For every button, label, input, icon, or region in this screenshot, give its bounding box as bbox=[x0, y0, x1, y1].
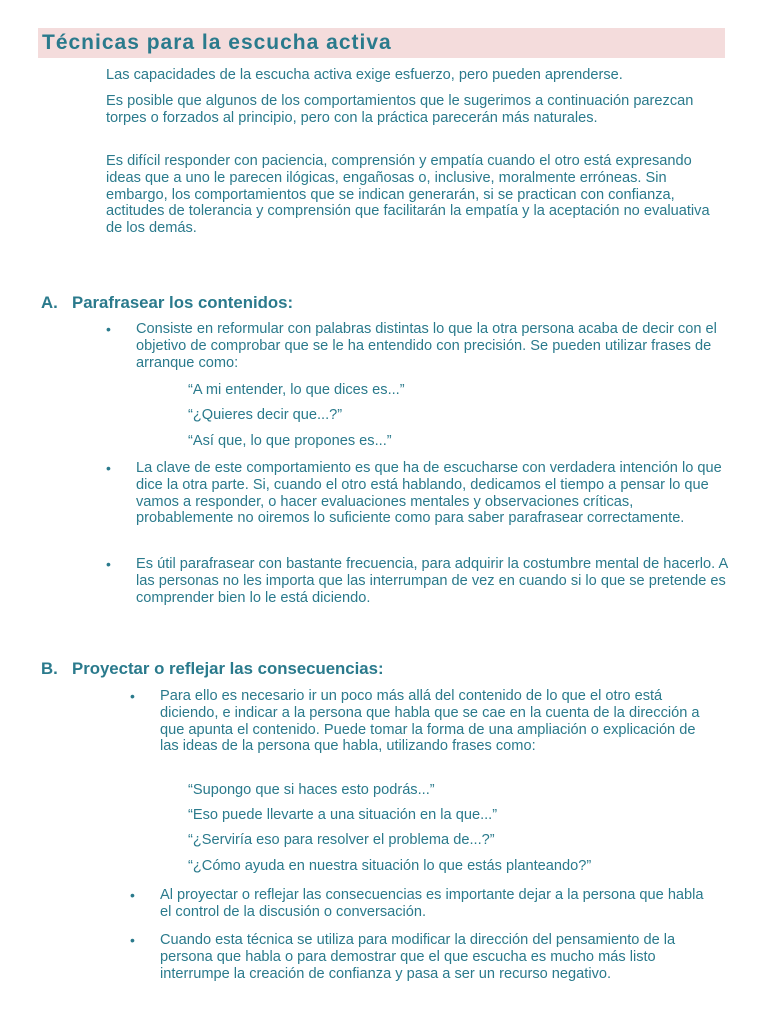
section-a-quote-1: “A mi entender, lo que dices es...” bbox=[188, 382, 405, 398]
section-b-letter: B. bbox=[41, 659, 58, 678]
section-a-letter: A. bbox=[41, 293, 58, 312]
section-a-bullet-2: La clave de este comportamiento es que ha de escucharse con verdadera intención lo que dice la otra parte. Si, cuando el otro está hablando, dedicamos el tiempo a pensar lo que vamos a responder, o hacer evaluaciones mentales y observaciones críticas, probablemente no oiremos lo suficiente como para saber parafrasear correctamente. bbox=[136, 460, 722, 527]
bullet-icon: • bbox=[106, 460, 111, 476]
section-b-bullet-2: Al proyectar o reflejar las consecuencias es importante dejar a la persona que habla el control de la discusión o conversación. bbox=[160, 887, 704, 920]
section-a-heading bbox=[41, 293, 293, 313]
page-title: Técnicas para la escucha activa bbox=[42, 31, 392, 54]
section-b-title: Proyectar o reflejar las consecuencias: bbox=[72, 659, 384, 678]
section-a-bullet-1: Consiste en reformular con palabras distintas lo que la otra persona acaba de decir con el objetivo de comprobar que se le ha entendido con precisión. Se pueden utilizar frases de arranque como: bbox=[136, 321, 717, 371]
section-b-quote-3: “¿Serviría eso para resolver el problema de...?” bbox=[188, 832, 495, 848]
intro-paragraph-1: Las capacidades de la escucha activa exige esfuerzo, pero pueden aprenderse. bbox=[106, 67, 623, 83]
section-b-quote-2: “Eso puede llevarte a una situación en la que...” bbox=[188, 807, 498, 823]
section-b-bullet-1: Para ello es necesario ir un poco más allá del contenido de lo que el otro está diciendo, e indicar a la persona que habla que se cae en la cuenta de la dirección a que apunta el contenido. Puede tomar la forma de una ampliación o explicación de las ideas de la persona que habla, utilizando frases como: bbox=[160, 688, 700, 755]
section-b-bullet-3: Cuando esta técnica se utiliza para modificar la dirección del pensamiento de la persona que habla o para demostrar que el que escucha es mucho más listo interrumpe la creación de confianza y pasa a ser un recurso negativo. bbox=[160, 932, 676, 982]
bullet-icon: • bbox=[130, 932, 135, 948]
bullet-icon: • bbox=[106, 556, 111, 572]
section-a-bullet-3: Es útil parafrasear con bastante frecuencia, para adquirir la costumbre mental de hacerlo. A las personas no les importa que las interrumpan de vez en cuando si lo que se pretende es comprender bien lo le está diciendo. bbox=[136, 556, 728, 606]
section-b-quote-1: “Supongo que si haces esto podrás...” bbox=[188, 782, 435, 798]
bullet-icon: • bbox=[130, 887, 135, 903]
section-a-title: Parafrasear los contenidos: bbox=[72, 293, 294, 312]
section-b-heading bbox=[41, 659, 384, 679]
section-a-quote-3: “Así que, lo que propones es...” bbox=[188, 433, 392, 449]
section-b-quote-4: “¿Cómo ayuda en nuestra situación lo que estás planteando?” bbox=[188, 858, 592, 874]
bullet-icon: • bbox=[106, 321, 111, 337]
intro-paragraph-2: Es posible que algunos de los comportamientos que le sugerimos a continuación parezcan torpes o forzados al principio, pero con la práctica parecerán más naturales. bbox=[106, 93, 694, 126]
bullet-icon: • bbox=[130, 688, 135, 704]
intro-paragraph-3: Es difícil responder con paciencia, comprensión y empatía cuando el otro está expresando ideas que a uno le parecen ilógicas, engañosas o, inclusive, moralmente erróneas. Sin embargo, los comportamientos que se indican generarán, si se practican con confianza, actitudes de tolerancia y comprensión que facilitarán la empatía y la aceptación no evaluativa de los demás. bbox=[106, 153, 710, 237]
section-a-quote-2: “¿Quieres decir que...?” bbox=[188, 407, 343, 423]
